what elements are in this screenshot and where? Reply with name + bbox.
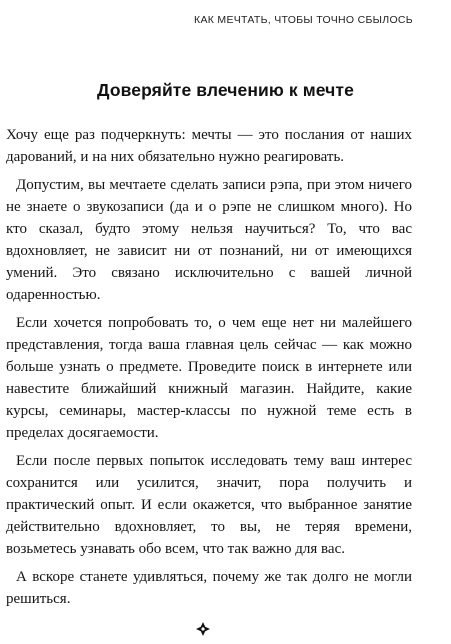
paragraph: А вскоре станете удивляться, почему же так долго не могли решиться. — [6, 569, 412, 607]
diamond-ornament-icon — [196, 622, 210, 636]
paragraph: Допустим, вы мечтаете сделать записи рэпа, при этом ничего не знаете о звукозаписи (да и о рэпе не слишком много). Но кто сказал, будто этому нельзя научиться? То, что вас вдохновляет, не зависит ни от познаний, ни от имеющихся умений. Это связано исключительно с вашей личной одаренностью. — [6, 177, 412, 303]
paragraph: Хочу еще раз подчеркнуть: мечты — это послания от наших дарований, и на них обязательно нужно реагировать. — [6, 127, 412, 165]
running-header: КАК МЕЧТАТЬ, ЧТОБЫ ТОЧНО СБЫЛОСЬ — [194, 14, 413, 26]
paragraph: Если хочется попробовать то, о чем еще нет ни малейшего представления, тогда ваша главная цель сейчас — как можно больше узнать о предмете. Проведите поиск в интернете или навестите ближайший книжный магазин. Найдите, какие курсы, семинары, мастер-классы по нужной теме есть в пределах досягаемости. — [6, 315, 412, 441]
paragraph: Если после первых попыток исследовать тему ваш интерес сохранится или усилится, значит, пора получить и практический опыт. И если окажется, что выбранное занятие действительно вдохновляет, то вы, не теряя времени, возьметесь узнавать обо всем, что так важно для вас. — [6, 453, 412, 557]
section-title: Доверяйте влечению к мечте — [97, 80, 354, 100]
body-text — [6, 124, 412, 610]
